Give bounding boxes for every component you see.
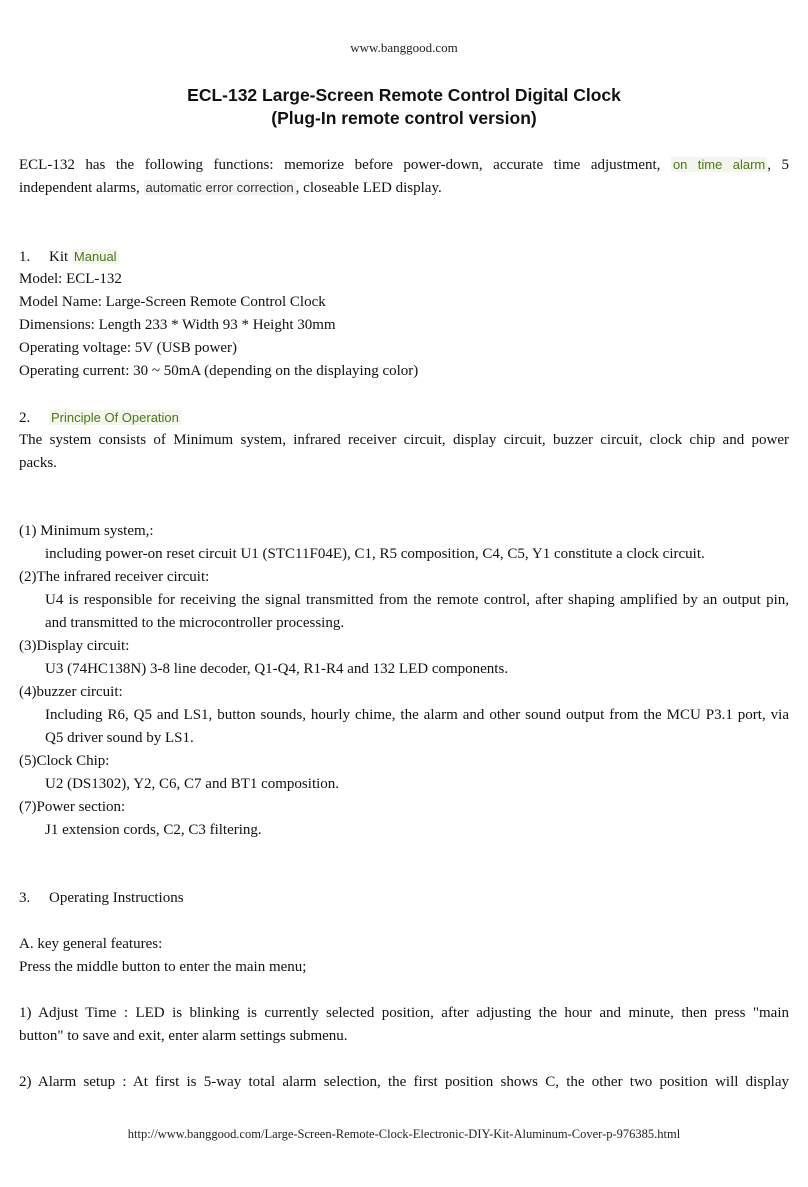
features-title: A. key general features: [19,936,163,952]
spec-voltage: Operating voltage: 5V (USB power) [19,340,238,356]
intro-line-2: independent alarms, automatic error correction , closeable LED display. [19,180,442,196]
circuit-3-body: U3 (74HC138N) 3-8 line decoder, Q1-Q4, R1-R4 and 132 LED components. [45,661,509,677]
highlight-manual: Manual [73,249,117,264]
circuit-4-body-2: Q5 driver sound by LS1. [45,730,194,746]
highlight-auto-error-correction: automatic error correction [145,180,294,195]
circuit-1-title: (1) Minimum system,: [19,523,154,539]
spec-model: Model: ECL-132 [19,271,122,287]
title-line-2: (Plug-In remote control version) [271,108,537,128]
circuit-2-body-1: U4 is responsible for receiving the signal transmitted from the remote control, after shaping amplified by an output pin, [45,592,789,608]
section-3-heading: 3. Operating Instructions [19,890,184,906]
alarm-setup-line-1: 2) Alarm setup : At first is 5-way total alarm selection, the first position shows C, the other two position will display [19,1074,789,1090]
section-2-text-1: The system consists of Minimum system, infrared receiver circuit, display circuit, buzzer circuit, clock chip and power [19,432,789,448]
document-title [0,84,808,130]
circuit-2-body-2: and transmitted to the microcontroller processing. [45,615,345,631]
adjust-time-line-2: button" to save and exit, enter alarm settings submenu. [19,1028,348,1044]
intro-line-1: ECL-132 has the following functions: memorize before power-down, accurate time adjustment, on time alarm , 5 [19,157,790,173]
section-2-text-2: packs. [19,455,57,471]
page-footer-url: http://www.banggood.com/Large-Screen-Remote-Clock-Electronic-DIY-Kit-Aluminum-Cover-p-976385.html [127,1127,681,1141]
features-body: Press the middle button to enter the main menu; [19,959,307,975]
spec-model-name: Model Name: Large-Screen Remote Control Clock [19,294,326,310]
circuit-4-body-1: Including R6, Q5 and LS1, button sounds, hourly chime, the alarm and other sound output from the MCU P3.1 port, via [45,707,789,723]
adjust-time-line-1: 1) Adjust Time : LED is blinking is currently selected position, after adjusting the hour and minute, then press "main [19,1005,789,1021]
circuit-3-title: (3)Display circuit: [19,638,130,654]
circuit-4-title: (4)buzzer circuit: [19,684,123,700]
circuit-5-title: (5)Clock Chip: [19,753,110,769]
title-line-1: ECL-132 Large-Screen Remote Control Digital Clock [187,85,621,105]
page-header: www.banggood.com [350,40,458,55]
circuit-7-title: (7)Power section: [19,799,126,815]
highlight-on-time-alarm: on time alarm [672,157,766,172]
spec-dimensions: Dimensions: Length 233 * Width 93 * Height 30mm [19,317,336,333]
circuit-1-body: including power-on reset circuit U1 (STC11F04E), C1, R5 composition, C4, C5, Y1 constitute a clock circuit. [45,546,705,562]
circuit-2-title: (2)The infrared receiver circuit: [19,569,210,585]
highlight-principle: Principle Of Operation [51,410,179,425]
section-1-heading: 1. Kit Manual [19,249,117,265]
circuit-5-body: U2 (DS1302), Y2, C6, C7 and BT1 composition. [45,776,340,792]
section-2-heading: 2. Principle Of Operation [19,410,179,426]
spec-current: Operating current: 30 ~ 50mA (depending on the displaying color) [19,363,419,379]
circuit-7-body: J1 extension cords, C2, C3 filtering. [45,822,262,838]
